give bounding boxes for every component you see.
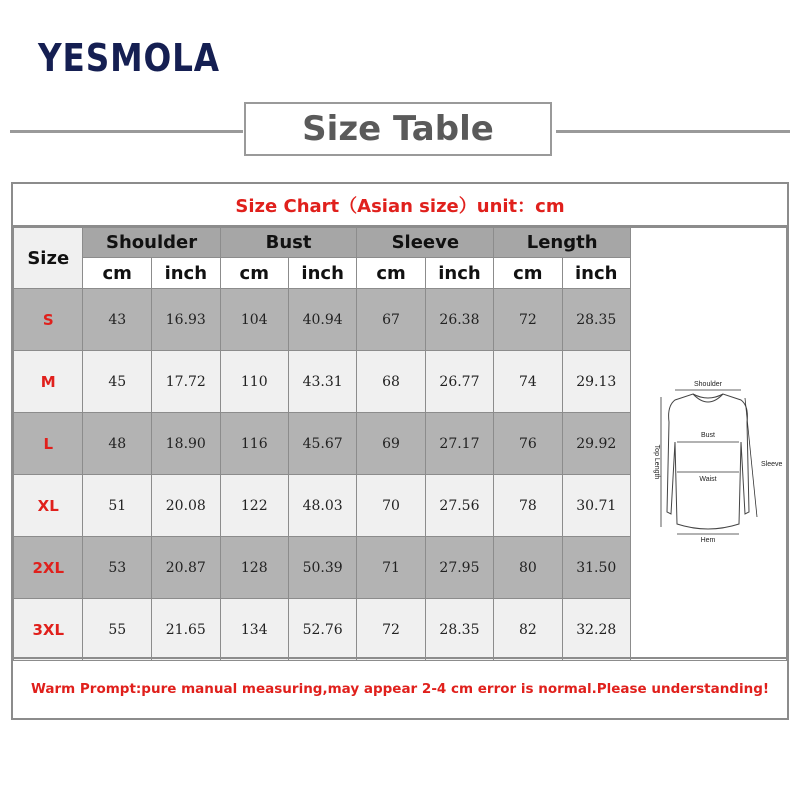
- page-title: Size Table: [302, 109, 494, 149]
- table-cell: 26.38: [425, 289, 494, 351]
- table-cell: 104: [220, 289, 288, 351]
- table-cell: 21.65: [151, 599, 220, 661]
- unit-header: inch: [562, 258, 631, 289]
- table-cell: 80: [494, 537, 562, 599]
- table-cell: 52.76: [288, 599, 357, 661]
- table-cell: 43: [83, 289, 151, 351]
- table-cell: 43.31: [288, 351, 357, 413]
- unit-header: inch: [425, 258, 494, 289]
- table-cell: 31.50: [562, 537, 631, 599]
- unit-header: inch: [151, 258, 220, 289]
- table-cell: 20.08: [151, 475, 220, 537]
- table-cell: 16.93: [151, 289, 220, 351]
- size-label: 2XL: [14, 537, 83, 599]
- table-cell: 74: [494, 351, 562, 413]
- table-cell: 110: [220, 351, 288, 413]
- table-cell: 17.72: [151, 351, 220, 413]
- shirt-outline: [667, 394, 749, 529]
- table-cell: 45: [83, 351, 151, 413]
- unit-header: cm: [494, 258, 562, 289]
- size-label: 3XL: [14, 599, 83, 661]
- table-cell: 72: [357, 599, 425, 661]
- table-cell: 27.95: [425, 537, 494, 599]
- column-header-size: Size: [14, 228, 83, 289]
- brand-logo: YESMOLA: [38, 36, 220, 80]
- unit-header: inch: [288, 258, 357, 289]
- diagram-label-shoulder: Shoulder: [693, 380, 722, 388]
- diagram-label-waist: Waist: [698, 475, 717, 483]
- unit-header: cm: [357, 258, 425, 289]
- diagram-label-top-length: Top Length: [652, 444, 660, 479]
- table-cell: 48: [83, 413, 151, 475]
- table-cell: 53: [83, 537, 151, 599]
- size-label: XL: [14, 475, 83, 537]
- table-cell: 28.35: [425, 599, 494, 661]
- table-cell: 32.28: [562, 599, 631, 661]
- table-cell: 50.39: [288, 537, 357, 599]
- table-cell: 26.77: [425, 351, 494, 413]
- column-header-bust: Bust: [220, 228, 357, 258]
- size-label: M: [14, 351, 83, 413]
- table-cell: 40.94: [288, 289, 357, 351]
- table-cell: 29.92: [562, 413, 631, 475]
- unit-header: cm: [220, 258, 288, 289]
- table-cell: 70: [357, 475, 425, 537]
- warm-prompt: Warm Prompt:pure manual measuring,may appear 2-4 cm error is normal.Please understanding!: [13, 657, 787, 718]
- chart-title: Size Chart（Asian size）unit：cm: [13, 184, 787, 227]
- table-cell: 48.03: [288, 475, 357, 537]
- garment-diagram-cell: [631, 228, 787, 661]
- title-rule-left: [10, 130, 243, 133]
- table-cell: 82: [494, 599, 562, 661]
- diagram-label-hem: Hem: [700, 536, 715, 544]
- size-chart: [11, 182, 789, 720]
- table-cell: 29.13: [562, 351, 631, 413]
- table-cell: 69: [357, 413, 425, 475]
- garment-diagram: [633, 242, 785, 642]
- table-cell: 45.67: [288, 413, 357, 475]
- table-cell: 128: [220, 537, 288, 599]
- table-cell: 55: [83, 599, 151, 661]
- table-cell: 116: [220, 413, 288, 475]
- table-cell: 27.17: [425, 413, 494, 475]
- table-cell: 20.87: [151, 537, 220, 599]
- table-cell: 27.56: [425, 475, 494, 537]
- size-label: L: [14, 413, 83, 475]
- diagram-label-sleeve: Sleeve: [760, 460, 782, 468]
- table-cell: 28.35: [562, 289, 631, 351]
- table-cell: 76: [494, 413, 562, 475]
- table-cell: 122: [220, 475, 288, 537]
- column-header-shoulder: Shoulder: [83, 228, 220, 258]
- table-cell: 72: [494, 289, 562, 351]
- table-cell: 134: [220, 599, 288, 661]
- page-title-box: [244, 102, 552, 156]
- unit-header: cm: [83, 258, 151, 289]
- table-cell: 67: [357, 289, 425, 351]
- column-header-length: Length: [494, 228, 631, 258]
- table-cell: 71: [357, 537, 425, 599]
- table-cell: 78: [494, 475, 562, 537]
- size-table: [13, 227, 787, 661]
- table-cell: 30.71: [562, 475, 631, 537]
- title-rule-right: [556, 130, 790, 133]
- table-cell: 18.90: [151, 413, 220, 475]
- table-cell: 51: [83, 475, 151, 537]
- table-cell: 68: [357, 351, 425, 413]
- column-header-sleeve: Sleeve: [357, 228, 494, 258]
- size-label: S: [14, 289, 83, 351]
- diagram-label-bust: Bust: [700, 431, 715, 439]
